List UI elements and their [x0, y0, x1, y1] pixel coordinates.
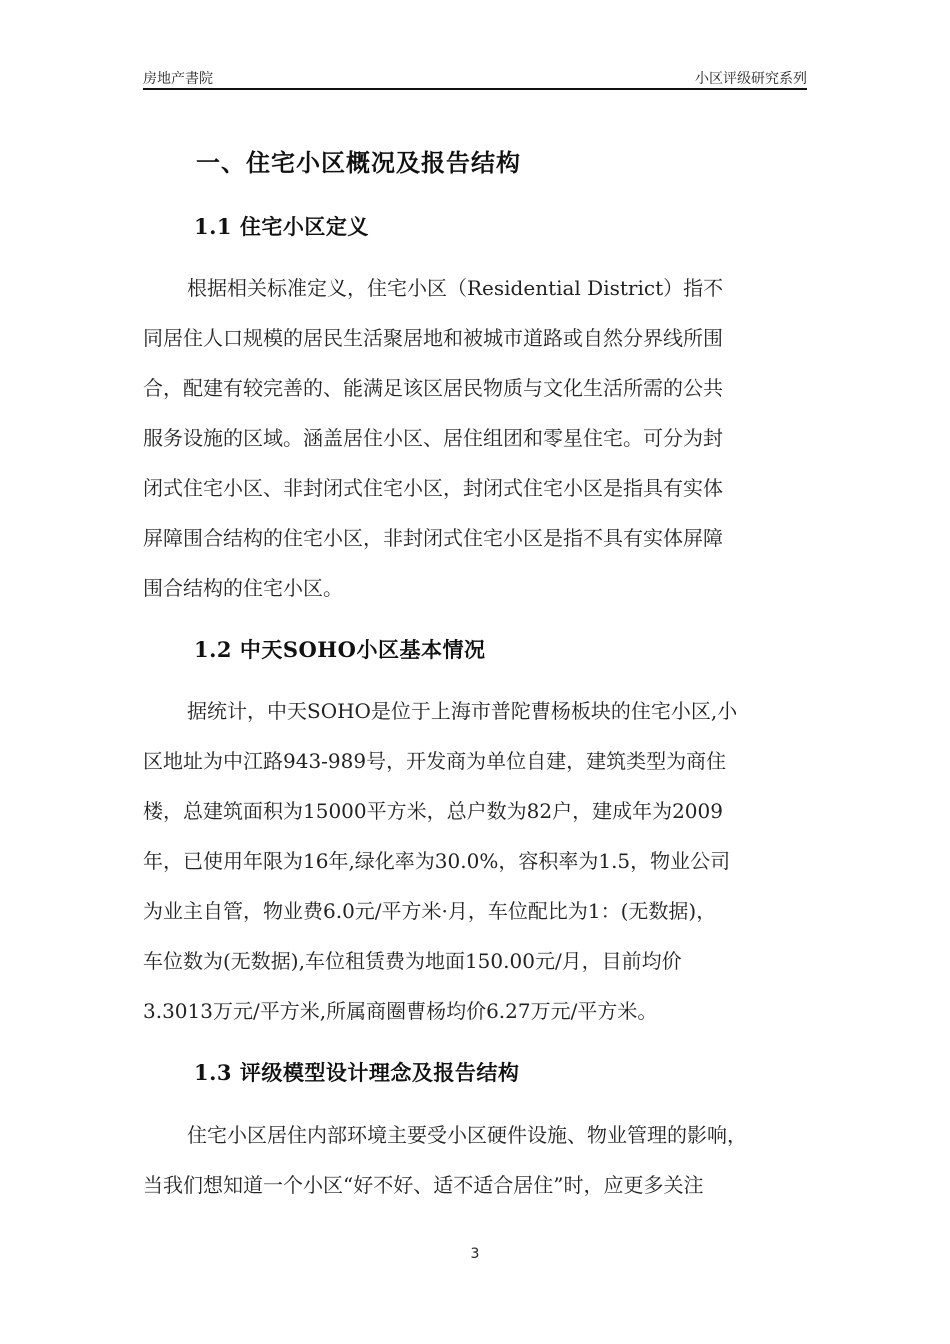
section-heading-1-3: 1.3 评级模型设计理念及报告结构	[194, 1060, 520, 1085]
paragraph-line: 据统计，中天SOHO是位于上海市普陀曹杨板块的住宅小区,小	[187, 699, 738, 723]
header-series-title: 小区评级研究系列	[695, 71, 807, 87]
paragraph-line: 同居住人口规模的居民生活聚居地和被城市道路或自然分界线所围	[143, 326, 723, 350]
paragraph-line: 年，已使用年限为16年,绿化率为30.0%，容积率为1.5，物业公司	[143, 849, 731, 873]
paragraph-line: 为业主自管，物业费6.0元/平方米·月，车位配比为1：(无数据)，	[143, 899, 717, 923]
section-paragraph-1-1	[143, 273, 807, 623]
page-number: 3	[470, 1246, 480, 1262]
paragraph-line: 3.3013万元/平方米,所属商圈曹杨均价6.27万元/平方米。	[143, 999, 658, 1023]
paragraph-line: 住宅小区居住内部环境主要受小区硬件设施、物业管理的影响，	[187, 1123, 747, 1147]
section-paragraph-1-3	[143, 1120, 807, 1220]
paragraph-line: 楼，总建筑面积为15000平方米，总户数为82户，建成年为2009	[143, 799, 723, 823]
header-divider	[143, 88, 807, 90]
page-header	[143, 66, 807, 88]
paragraph-line: 区地址为中江路943-989号，开发商为单位自建，建筑类型为商住	[143, 749, 727, 773]
section-paragraph-1-2	[143, 696, 807, 1046]
paragraph-line: 服务设施的区域。涵盖居住小区、居住组团和零星住宅。可分为封	[143, 426, 723, 450]
paragraph-line: 根据相关标准定义，住宅小区（Residential District）指不	[187, 276, 724, 300]
paragraph-line: 屏障围合结构的住宅小区，非封闭式住宅小区是指不具有实体屏障	[143, 526, 723, 550]
paragraph-line: 闭式住宅小区、非封闭式住宅小区，封闭式住宅小区是指具有实体	[143, 476, 723, 500]
section-heading-1-2: 1.2 中天SOHO小区基本情况	[194, 637, 486, 662]
paragraph-line: 合，配建有较完善的、能满足该区居民物质与文化生活所需的公共	[143, 376, 723, 400]
paragraph-line: 当我们想知道一个小区“好不好、适不适合居住”时，应更多关注	[143, 1173, 704, 1197]
paragraph-line: 围合结构的住宅小区。	[143, 576, 343, 600]
chapter-title: 一、住宅小区概况及报告结构	[196, 149, 521, 177]
header-publisher: 房地产書院	[143, 71, 213, 87]
section-heading-1-1: 1.1 住宅小区定义	[194, 214, 369, 239]
paragraph-line: 车位数为(无数据),车位租赁费为地面150.00元/月，目前均价	[143, 949, 682, 973]
